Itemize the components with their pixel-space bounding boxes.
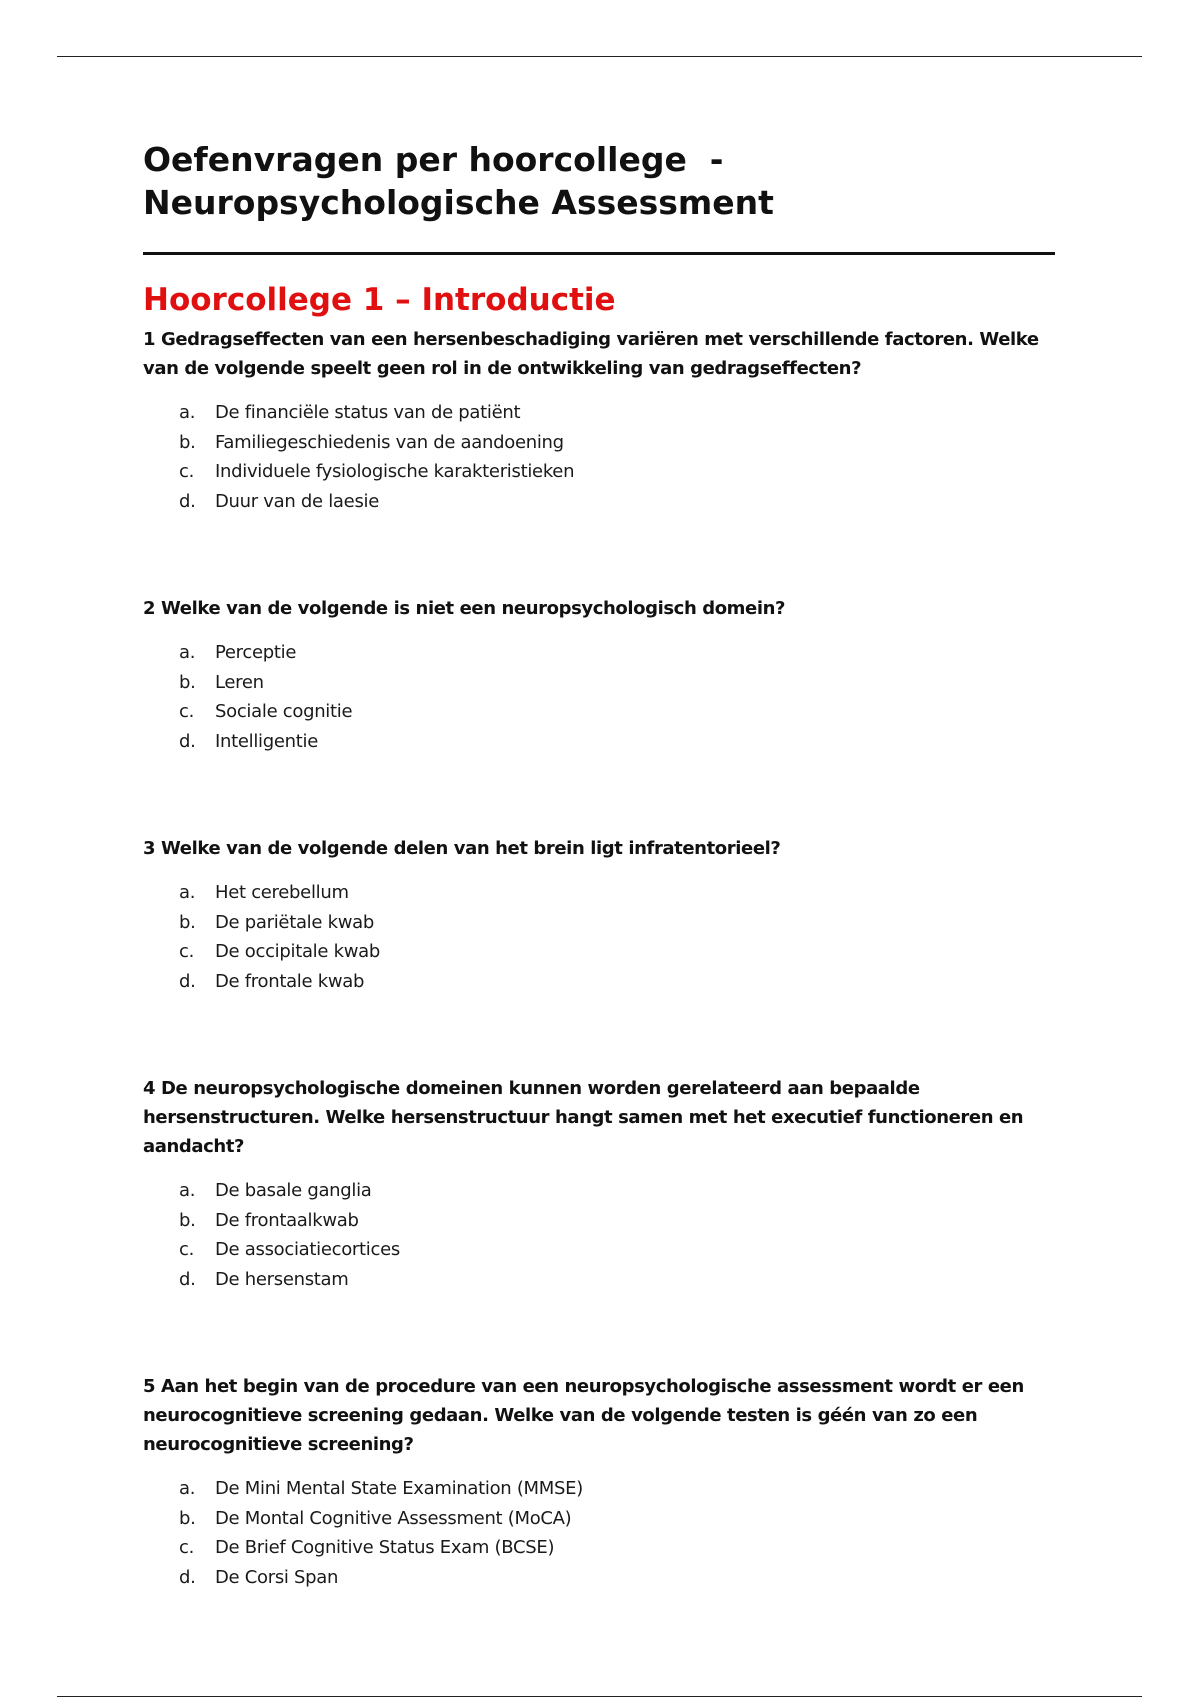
option-letter: d. [179,490,196,512]
question-3 [143,834,1058,996]
bottom-rule [57,1696,1142,1697]
option-text: Het cerebellum [215,882,349,903]
option-letter: d. [179,1268,196,1290]
option-letter: d. [179,1566,196,1588]
option-item [143,908,1058,938]
option-text: De Brief Cognitive Status Exam (BCSE) [215,1537,555,1558]
option-text: De financiële status van de patiënt [215,402,521,423]
title-divider [143,252,1055,255]
question-5 [143,1372,1058,1592]
option-letter: c. [179,1239,195,1260]
option-item [143,457,1058,487]
option-text: Perceptie [215,642,297,663]
option-text: Leren [215,671,264,693]
options-list [143,638,1058,756]
option-item [143,1504,1058,1534]
document-page [143,138,1058,1592]
option-item [143,668,1058,698]
top-rule [57,56,1142,57]
option-letter: a. [179,882,196,903]
option-text: De Corsi Span [215,1566,339,1588]
option-letter: a. [179,1478,196,1499]
question-text: 3 Welke van de volgende delen van het brein ligt infratentorieel? [143,838,781,859]
option-item [143,1235,1058,1265]
question-spacer [143,996,1058,1074]
option-letter: a. [179,402,196,423]
option-letter: b. [179,1507,196,1529]
option-text: Sociale cognitie [215,701,353,722]
document-title: Oefenvragen per hoorcollege - Neuropsychologische Assessment [143,140,774,222]
option-item [143,638,1058,668]
question-text: 1 Gedragseffecten van een hersenbeschadiging variëren met verschillende factoren. Welke van de volgende speelt geen rol in de ontwikkeling van gedragseffecten? [143,329,1039,379]
option-item [143,398,1058,428]
option-item [143,487,1058,517]
question-1 [143,325,1058,516]
option-text: Familiegeschiedenis van de aandoening [215,431,564,453]
option-item [143,1533,1058,1563]
option-text: De basale ganglia [215,1180,372,1201]
option-item [143,878,1058,908]
options-list [143,1176,1058,1294]
options-list [143,398,1058,516]
option-text: Individuele fysiologische karakteristieken [215,461,575,482]
option-item [143,937,1058,967]
option-text: Duur van de laesie [215,490,379,512]
option-text: De frontale kwab [215,970,365,992]
option-item [143,967,1058,997]
option-text: Intelligentie [215,730,318,752]
option-letter: b. [179,431,196,453]
question-4 [143,1074,1058,1294]
option-item [143,1176,1058,1206]
option-letter: c. [179,461,195,482]
option-text: De Mini Mental State Examination (MMSE) [215,1478,583,1499]
option-text: De associatiecortices [215,1239,400,1260]
question-spacer [143,1294,1058,1372]
option-letter: c. [179,941,195,962]
option-letter: c. [179,701,195,722]
option-item [143,1265,1058,1295]
option-item [143,428,1058,458]
option-letter: b. [179,1209,196,1231]
option-letter: d. [179,730,196,752]
question-text: 2 Welke van de volgende is niet een neuropsychologisch domein? [143,598,786,619]
option-letter: a. [179,1180,196,1201]
option-item [143,697,1058,727]
option-item [143,1563,1058,1593]
option-letter: b. [179,671,196,693]
question-text: 4 De neuropsychologische domeinen kunnen worden gerelateerd aan bepaalde hersenstructuren. Welke hersenstructuur hangt samen met het executief functioneren en aandacht? [143,1078,1024,1157]
option-text: De frontaalkwab [215,1209,359,1231]
option-item [143,1474,1058,1504]
option-text: De pariëtale kwab [215,911,374,933]
section-heading: Hoorcollege 1 – Introductie [143,282,616,318]
options-list [143,878,1058,996]
option-item [143,727,1058,757]
question-2 [143,594,1058,756]
option-text: De Montal Cognitive Assessment (MoCA) [215,1507,572,1529]
question-spacer [143,756,1058,834]
option-text: De occipitale kwab [215,941,380,962]
option-text: De hersenstam [215,1268,349,1290]
option-item [143,1206,1058,1236]
option-letter: d. [179,970,196,992]
option-letter: c. [179,1537,195,1558]
option-letter: a. [179,642,196,663]
option-letter: b. [179,911,196,933]
question-text: 5 Aan het begin van de procedure van een neuropsychologische assessment wordt er een neurocognitieve screening gedaan. Welke van de volgende testen is géén van zo een neurocognitieve screening? [143,1376,1024,1455]
options-list [143,1474,1058,1592]
question-spacer [143,516,1058,594]
